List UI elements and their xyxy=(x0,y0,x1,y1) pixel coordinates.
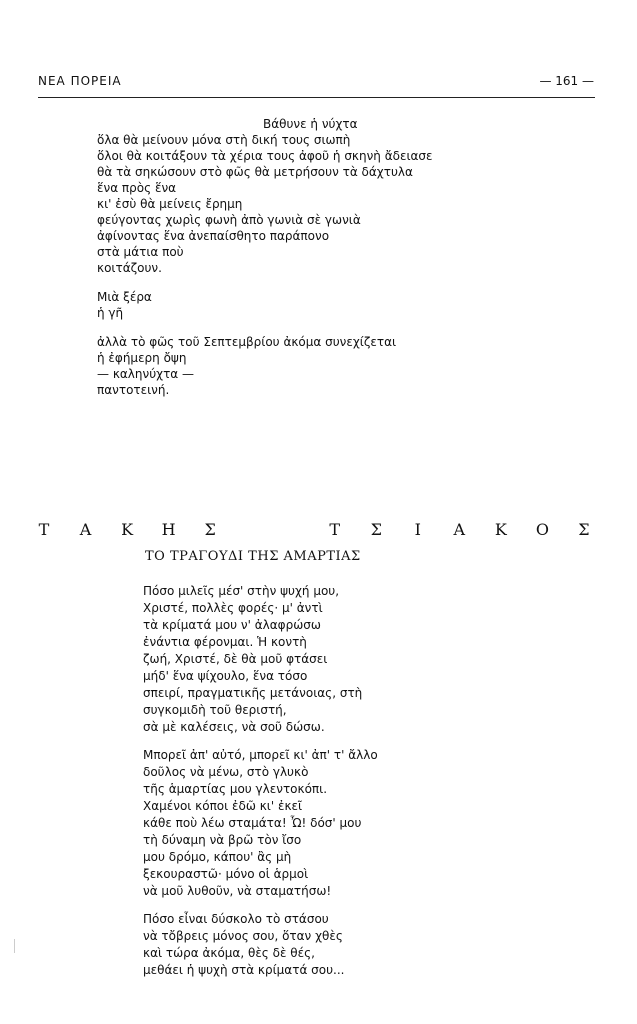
poem-line: μεθάει ἡ ψυχὴ στὰ κρίματά σου... xyxy=(143,963,345,977)
poem-line: ἀλλὰ τὸ φῶς τοῦ Σεπτεμβρίου ἀκόμα συνεχίζεται xyxy=(97,335,397,349)
author-name xyxy=(34,520,594,539)
poem-body xyxy=(143,583,378,979)
author-letter: Τ xyxy=(329,520,341,539)
poem-line: ζωή, Χριστέ, δὲ θὰ μοῦ φτάσει xyxy=(143,652,328,666)
poem-line: Μπορεῖ ἀπ' αὐτό, μπορεῖ κι' ἀπ' τ' ἄλλο xyxy=(143,748,378,762)
poem-line: τῆς ἁμαρτίας μου γλεντοκόπι. xyxy=(143,782,328,796)
poem-line: ὅλα θὰ μείνουν μόνα στὴ δική τους σιωπὴ xyxy=(97,133,351,147)
poem-line: στὰ μάτια ποὺ xyxy=(97,245,184,259)
journal-title: ΝΕΑ ΠΟΡΕΙΑ xyxy=(38,74,122,88)
author-letter: Ο xyxy=(535,520,549,539)
poem-line: Πόσο μιλεῖς μέσ' στὴν ψυχή μου, xyxy=(143,584,340,598)
poem-line: ὅλοι θὰ κοιτάξουν τὰ χέρια τους ἀφοῦ ἡ σκηνὴ ἄδειασε xyxy=(97,149,433,163)
poem-line: μου δρόμο, κάπου' ἂς μὴ xyxy=(143,850,292,864)
poem-line: σπειρί, πραγματικῆς μετάνοιας, στὴ xyxy=(143,686,363,700)
author-letter xyxy=(242,520,262,539)
poem-line: καὶ τώρα ἀκόμα, θὲς δὲ θές, xyxy=(143,946,315,960)
poem-line: μήδ' ἕνα ψίχουλο, ἕνα τόσο xyxy=(143,669,308,683)
poem-line: ἐνάντια φέρονμαι. Ἡ κοντὴ xyxy=(143,635,307,649)
author-letter: Κ xyxy=(121,520,134,539)
stanza xyxy=(143,583,378,736)
author-letter: Σ xyxy=(204,520,216,539)
poem-line: Χριστέ, πολλὲς φορές· μ' ἀντὶ xyxy=(143,601,323,615)
poem-line: κοιτάζουν. xyxy=(97,261,162,275)
poem-line: κι' ἐσὺ θὰ μείνεις ἔρημη xyxy=(97,197,243,211)
page-number: — 161 — xyxy=(539,74,594,88)
poem-line: ἡ ἐφήμερη ὄψη xyxy=(97,351,187,365)
author-letter: Ι xyxy=(414,520,421,539)
poem-line: θὰ τὰ σηκώσουν στὸ φῶς θὰ μετρήσουν τὰ δάχτυλα xyxy=(97,165,413,179)
author-letter: Σ xyxy=(370,520,382,539)
stanza xyxy=(97,116,433,276)
poem-line: δοῦλος νὰ μένω, στὸ γλυκὸ xyxy=(143,765,309,779)
poem-line: Βάθυνε ἡ νύχτα xyxy=(263,117,358,131)
author-letter: Α xyxy=(79,520,92,539)
poem-line: Πόσο εἶναι δύσκολο τὸ στάσου xyxy=(143,912,329,926)
author-letter: Σ xyxy=(578,520,590,539)
stanza xyxy=(143,911,378,979)
poem-line: συγκομιδὴ τοῦ θεριστή, xyxy=(143,703,287,717)
poem-line: τὰ κρίματά μου ν' ἀλαφρώσω xyxy=(143,618,321,632)
poem-line: Χαμένοι κόποι ἐδῶ κι' ἐκεῖ xyxy=(143,799,303,813)
poem-line: ξεκουραστῶ· μόνο οἱ ἁρμοὶ xyxy=(143,867,309,881)
poem-line: σὰ μὲ καλέσεις, νὰ σοῦ δώσω. xyxy=(143,720,325,734)
header-rule xyxy=(38,97,595,98)
stanza xyxy=(143,747,378,900)
poem-line: ἡ γῆ xyxy=(97,306,124,320)
poem-line: φεύγοντας χωρὶς φωνὴ ἀπὸ γωνιὰ σὲ γωνιὰ xyxy=(97,213,361,227)
poem-line: ἕνα πρὸς ἕνα xyxy=(97,181,177,195)
poem-line: νὰ μοῦ λυθοῦν, νὰ σταματήσω! xyxy=(143,884,332,898)
author-letter: Η xyxy=(161,520,176,539)
stanza xyxy=(97,334,433,398)
author-letter: Κ xyxy=(494,520,507,539)
author-letter xyxy=(283,520,303,539)
poem-line: τὴ δύναμη νὰ βρῶ τὸν ἴσο xyxy=(143,833,302,847)
author-letter: Α xyxy=(453,520,466,539)
poem-line: κάθε ποὺ λέω σταμάτα! Ὦ! δόσ' μου xyxy=(143,816,362,830)
poem-line: ἀφίνοντας ἕνα ἀνεπαίσθητο παράπονο xyxy=(97,229,330,243)
running-header xyxy=(38,74,598,90)
stanza xyxy=(97,289,433,321)
poem-continuation xyxy=(97,116,433,398)
author-letter: Τ xyxy=(38,520,50,539)
poem-line: Μιὰ ξέρα xyxy=(97,290,152,304)
poem-title: ΤΟ ΤΡΑΓΟΥΔΙ ΤΗΣ ΑΜΑΡΤΙΑΣ xyxy=(145,549,361,564)
poem-line: παντοτεινή. xyxy=(97,383,170,397)
poem-line: — καληνύχτα — xyxy=(97,367,195,381)
scan-mark xyxy=(14,939,15,953)
poem-line: νὰ τὄβρεις μόνος σου, ὅταν χθὲς xyxy=(143,929,343,943)
